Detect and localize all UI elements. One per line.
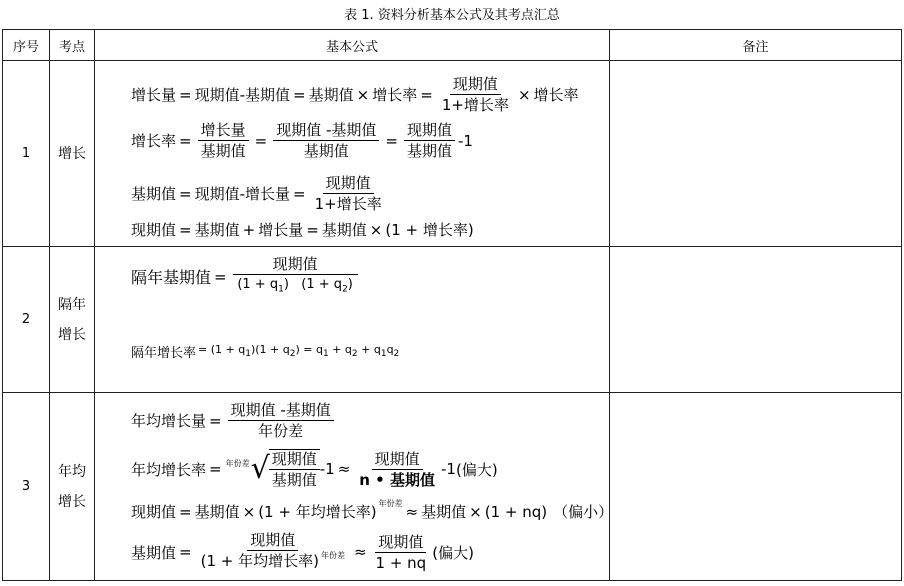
row-topic: 增长 xyxy=(50,61,95,247)
row-topic: 年均 增长 xyxy=(50,393,95,581)
row-number: 1 xyxy=(3,61,50,247)
row-number: 2 xyxy=(3,247,50,393)
table-row xyxy=(3,247,902,393)
formula-line: 现期值 = 基期值 × (1 + 年均增长率) 年份差 ≈ 基期值 × (1 + nq) （偏小） xyxy=(131,499,614,521)
row-note xyxy=(610,61,902,247)
row-note xyxy=(610,393,902,581)
row-topic: 隔年 增长 xyxy=(50,247,95,393)
header-row xyxy=(3,30,902,61)
row-number: 3 xyxy=(3,393,50,581)
formula-line: 年均增长量 = $\frac{\text{现期值 -基期值}}{\text{年份差}}$ xyxy=(131,401,337,440)
formula-line: 基期值 = $\frac{\text{现期值}}{(1 + 年均增长率) ^{年份差}}$ ≈ $\frac{\text{现期值}}{1 + nq}$ (偏大) xyxy=(131,531,474,572)
formula-line: 隔年基期值 = $\frac{\text{现期值}}{(1 + q_1) (1 + q_2)}$ xyxy=(131,255,361,299)
header-topic: 考点 xyxy=(50,30,95,61)
table-caption: 表 1. 资料分析基本公式及其考点汇总 xyxy=(344,8,560,23)
formula-line: 基期值 = 现期值 - 增长量 = $\frac{\text{现期值}}{\text{1+增长率}}$ xyxy=(131,174,382,213)
formula-line: 年均增长率 = 年份差 √ $\frac{\text{现期值}}{\text{基期值}}$ -1 ≈ $\frac{\text{现期值}}{\text{n • 基期值}}$ -1 (偏大) xyxy=(131,449,498,489)
formula-cell xyxy=(95,247,610,393)
formula-line: 隔年增长率 = $(1 + q_1)(1 + q_2) = q_1 + q_2 + q_1q_2$ xyxy=(131,343,400,361)
formula-line: 增长率 = $\frac{\text{增长量}}{\text{基期值}}$ = $\frac{\text{现期值 -基期值}}{\text{基期值}}$ = $\frac{\text{现期值}}{\text{基期值}}$ -1 xyxy=(131,121,473,160)
formula-cell xyxy=(95,61,610,247)
header-note: 备注 xyxy=(610,30,902,61)
header-no: 序号 xyxy=(3,30,50,61)
table-row xyxy=(3,393,902,581)
table-row xyxy=(3,61,902,247)
formula-cell xyxy=(95,393,614,581)
formula-table xyxy=(2,29,902,581)
formula-line: 增长量 = 现期值 - 基期值 = 基期值 × 增长率 = $\frac{\text{现期值}}{\text{1+增长率}}$ × 增长率 xyxy=(131,75,579,114)
row-note xyxy=(610,247,902,393)
header-formula: 基本公式 xyxy=(95,30,610,61)
formula-line: 现期值 = 基期值 + 增长量 = 基期值 × (1 + 增长率) xyxy=(131,220,474,239)
